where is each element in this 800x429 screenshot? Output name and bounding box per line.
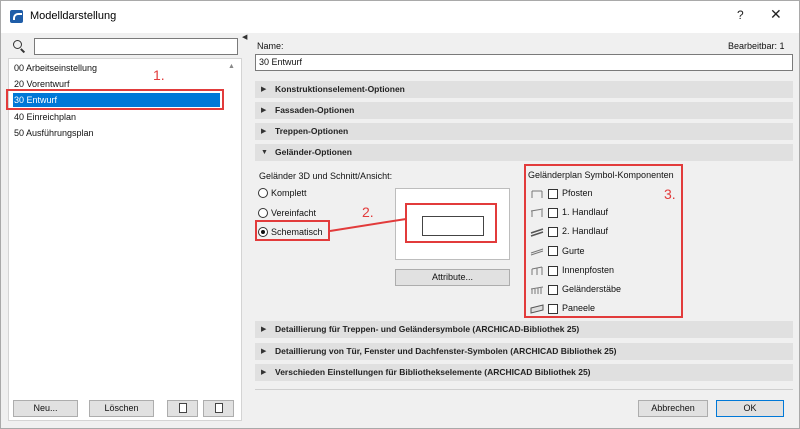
- annotation-box-2b: [405, 203, 497, 243]
- radio-label-simplified: Vereinfacht: [271, 208, 317, 218]
- new-button[interactable]: Neu...: [13, 400, 78, 417]
- radio-label-complete: Komplett: [271, 188, 307, 198]
- expand-arrow-icon: ▶: [261, 348, 267, 355]
- help-button[interactable]: ?: [737, 8, 744, 22]
- section-facade-options[interactable]: ▶ Fassaden-Optionen: [255, 102, 793, 119]
- import-button[interactable]: [167, 400, 198, 417]
- delete-button[interactable]: Löschen: [89, 400, 154, 417]
- component-label: Pfosten: [562, 188, 593, 198]
- component-label: 2. Handlauf: [562, 226, 609, 236]
- list-item-selected[interactable]: 30 Entwurf: [13, 93, 220, 107]
- search-icon: [13, 40, 22, 49]
- expand-arrow-icon: ▶: [261, 107, 267, 114]
- list-item[interactable]: 00 Arbeitseinstellung: [14, 63, 98, 73]
- collapse-panel-icon[interactable]: ◀: [242, 34, 248, 41]
- name-field[interactable]: 30 Entwurf: [255, 54, 793, 71]
- close-button[interactable]: ✕: [770, 6, 782, 22]
- annotation-number-1: 1.: [153, 67, 165, 83]
- list-item[interactable]: 20 Vorentwurf: [14, 79, 70, 89]
- export-icon: [215, 403, 223, 413]
- section-construction-options[interactable]: ▶ Konstruktionselement-Optionen: [255, 81, 793, 98]
- section-door-window-symbol-detail[interactable]: ▶ Detaillierung von Tür, Fenster und Dachfenster-Symbolen (ARCHICAD Bibliothek 25): [255, 343, 793, 360]
- expand-arrow-icon: ▶: [261, 326, 267, 333]
- section-stair-options[interactable]: ▶ Treppen-Optionen: [255, 123, 793, 140]
- cancel-button[interactable]: Abbrechen: [638, 400, 708, 417]
- radio-simplified[interactable]: [258, 208, 268, 218]
- search-input[interactable]: [34, 38, 238, 55]
- component-label: Innenpfosten: [562, 265, 615, 275]
- annotation-number-2: 2.: [362, 204, 374, 220]
- window-title: Modelldarstellung: [30, 10, 117, 22]
- model-view-list[interactable]: [8, 58, 242, 421]
- annotation-box-3: [524, 164, 683, 318]
- export-button[interactable]: [203, 400, 234, 417]
- component-label: Paneele: [562, 303, 596, 313]
- archicad-icon: [10, 10, 23, 23]
- title-bar: [1, 1, 799, 33]
- radio-complete[interactable]: [258, 188, 268, 198]
- ok-button[interactable]: OK: [716, 400, 784, 417]
- component-label: 1. Handlauf: [562, 207, 609, 217]
- list-item[interactable]: 50 Ausführungsplan: [14, 128, 94, 138]
- component-label: Gurte: [562, 246, 585, 256]
- scroll-up-icon[interactable]: ▲: [228, 63, 235, 70]
- radio-label-schematic: Schematisch: [271, 227, 323, 237]
- name-label: Name:: [257, 41, 284, 51]
- railing-display-label: Geländer 3D und Schnitt/Ansicht:: [259, 171, 393, 181]
- import-icon: [179, 403, 187, 413]
- annotation-box-1: [6, 89, 224, 110]
- expand-arrow-icon: ▶: [261, 369, 267, 376]
- annotation-number-3: 3.: [664, 186, 676, 202]
- list-item[interactable]: 40 Einreichplan: [14, 112, 77, 122]
- annotation-box-2: [255, 220, 330, 241]
- expand-arrow-icon: ▶: [261, 86, 267, 93]
- collapse-arrow-icon: ▼: [261, 149, 268, 156]
- divider: [255, 389, 793, 390]
- attribute-button[interactable]: Attribute...: [395, 269, 510, 286]
- symbol-components-title: Geländerplan Symbol-Komponenten: [528, 170, 674, 180]
- section-railing-options[interactable]: ▼ Geländer-Optionen: [255, 144, 793, 161]
- editable-count: Bearbeitbar: 1: [728, 41, 785, 51]
- expand-arrow-icon: ▶: [261, 128, 267, 135]
- section-stair-railing-symbol-detail[interactable]: ▶ Detaillierung für Treppen- und Geländersymbole (ARCHICAD-Bibliothek 25): [255, 321, 793, 338]
- section-library-element-settings[interactable]: ▶ Verschieden Einstellungen für Bibliothekselemente (ARCHICAD Bibliothek 25): [255, 364, 793, 381]
- component-label: Geländerstäbe: [562, 284, 622, 294]
